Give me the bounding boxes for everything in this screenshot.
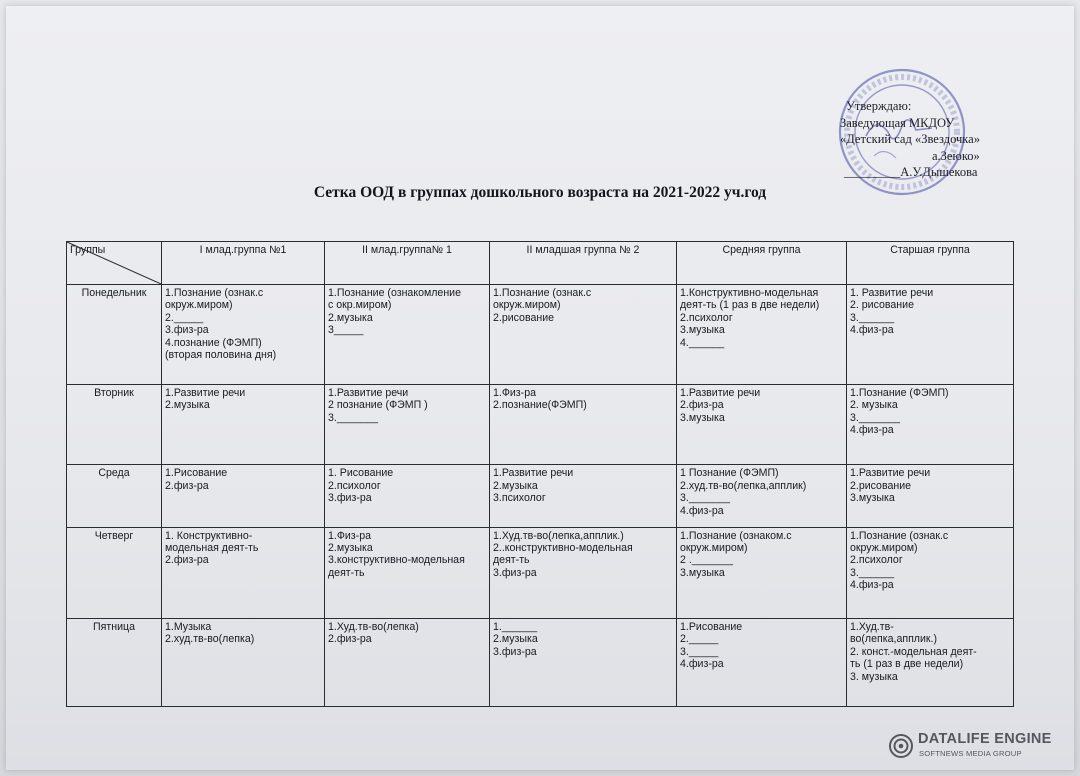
activity-line: 1.Познание (ознак.с xyxy=(165,286,264,299)
activity-line: 3._______ xyxy=(328,411,379,424)
watermark-subtitle: SOFTNEWS MEDIA GROUP xyxy=(919,749,1022,758)
approval-signature-line: _________А.У.Дышекова xyxy=(844,165,978,179)
activity-line: 2 познание (ФЭМП ) xyxy=(328,399,428,412)
activity-line: 3.музыка xyxy=(680,566,725,579)
activity-line: 3.физ-ра xyxy=(165,324,209,337)
activity-line: 2.рисование xyxy=(850,479,912,492)
day-label: Понедельник xyxy=(67,284,162,384)
group-header-5: Старшая группа xyxy=(847,242,1014,285)
approval-line-3: «Детский сад «Звездочка» xyxy=(840,132,980,146)
approval-block xyxy=(840,98,1030,181)
schedule-cell xyxy=(847,527,1014,618)
corner-cell xyxy=(67,242,162,285)
datalife-logo-icon xyxy=(888,733,914,759)
schedule-cell xyxy=(677,284,847,384)
activity-line: 1.Конструктивно-модельная xyxy=(680,286,819,299)
activity-line: 2.худ.тв-во(лепка,апплик) xyxy=(680,479,807,492)
activity-line: 1.Худ.тв- xyxy=(850,620,894,633)
table-header-row xyxy=(67,242,1014,285)
activity-line: 1.Развитие речи xyxy=(680,386,761,399)
activity-line: 2.музыка xyxy=(493,479,538,492)
approval-line-4: а.Зеюко» xyxy=(932,148,980,163)
activity-line: 2. конст.-модельная деят- xyxy=(850,645,977,658)
day-label: Пятница xyxy=(67,618,162,706)
activity-line: 4.физ-ра xyxy=(680,658,724,671)
schedule-cell xyxy=(325,284,490,384)
activity-line: 2.психолог xyxy=(680,311,733,324)
activity-line: 2.музыка xyxy=(165,399,210,412)
activity-line: 3._______ xyxy=(680,492,731,505)
schedule-cell xyxy=(162,465,325,527)
activity-line: 1.Музыка xyxy=(165,620,212,633)
activity-line: ть (1 раз в две недели) xyxy=(850,658,964,671)
day-label: Вторник xyxy=(67,384,162,465)
activity-line: 4.физ-ра xyxy=(850,579,894,592)
activity-line: 4.физ-ра xyxy=(850,424,894,437)
activity-line: 1.Развитие речи xyxy=(850,467,931,480)
activity-line: 3._____ xyxy=(680,645,719,658)
schedule-cell xyxy=(490,384,677,465)
activity-line: 3.конструктивно-модельная xyxy=(328,554,465,567)
activity-line: 2.музыка xyxy=(328,311,373,324)
activity-line: 1.Рисование xyxy=(680,620,743,633)
activity-line: 2.физ-ра xyxy=(680,399,724,412)
schedule-cell xyxy=(325,465,490,527)
activity-line: 2.психолог xyxy=(850,554,903,567)
activity-line: 3.______ xyxy=(850,566,895,579)
activity-line: 1.______ xyxy=(493,620,538,633)
group-header-1: I млад.группа №1 xyxy=(162,242,325,285)
schedule-cell xyxy=(677,465,847,527)
table-row xyxy=(67,465,1014,527)
schedule-cell xyxy=(490,527,677,618)
activity-line: 1.Развитие речи xyxy=(328,386,409,399)
activity-line: 3.физ-ра xyxy=(493,566,537,579)
activity-line: 2.физ-ра xyxy=(165,479,209,492)
activity-line: 1 Познание (ФЭМП) xyxy=(680,467,779,480)
table-row xyxy=(67,284,1014,384)
activity-line: 1.Худ.тв-во(лепка) xyxy=(328,620,419,633)
activity-line: 2.рисование xyxy=(493,311,555,324)
activity-line: 2.психолог xyxy=(328,479,381,492)
activity-line: 1. Рисование xyxy=(328,467,394,480)
activity-line: 3.физ-ра xyxy=(493,645,537,658)
activity-line: 1.Познание (ознак.с xyxy=(850,529,949,542)
day-label: Среда xyxy=(67,465,162,527)
activity-line: 1.Развитие речи xyxy=(165,386,246,399)
schedule-cell xyxy=(677,527,847,618)
corner-label: Группы xyxy=(70,244,106,256)
activity-line: с окр.миром) xyxy=(328,299,392,312)
group-header-3: II младшая группа № 2 xyxy=(490,242,677,285)
activity-line: 3.физ-ра xyxy=(328,492,372,505)
schedule-table xyxy=(66,241,1014,707)
activity-line: 2.музыка xyxy=(493,633,538,646)
schedule-cell xyxy=(325,384,490,465)
activity-line: 2._____ xyxy=(165,311,204,324)
activity-line: 3.музыка xyxy=(680,324,725,337)
activity-line: деят-ть xyxy=(328,566,365,579)
schedule-cell xyxy=(325,527,490,618)
activity-line: 1.Познание (ознак.с xyxy=(493,286,592,299)
schedule-cell xyxy=(325,618,490,706)
activity-line: 1.Физ-ра xyxy=(493,386,536,399)
page-title: Сетка ООД в группах дошкольного возраста на 2021-2022 уч.год xyxy=(313,184,767,201)
activity-line: 3.психолог xyxy=(493,492,546,505)
activity-line: 3.музыка xyxy=(850,492,895,505)
activity-line: (вторая половина дня) xyxy=(165,348,277,361)
activity-line: 1.Развитие речи xyxy=(493,467,574,480)
activity-line: 3.______ xyxy=(850,311,895,324)
activity-line: 1.Познание (ознакомление xyxy=(328,286,461,299)
diagonal-divider xyxy=(67,242,161,284)
schedule-cell xyxy=(162,284,325,384)
activity-line: 2..конструктивно-модельная xyxy=(493,542,633,555)
activity-line: 2. рисование xyxy=(850,299,914,312)
activity-line: 1.Рисование xyxy=(165,467,228,480)
schedule-cell xyxy=(847,384,1014,465)
activity-line: 1. Конструктивно- xyxy=(165,529,253,542)
activity-line: 2.физ-ра xyxy=(328,633,372,646)
schedule-cell xyxy=(677,384,847,465)
table-row xyxy=(67,384,1014,465)
schedule-cell xyxy=(847,284,1014,384)
activity-line: деят-ть xyxy=(493,554,530,567)
activity-line: 4.физ-ра xyxy=(680,504,724,517)
schedule-cell xyxy=(490,465,677,527)
schedule-cell xyxy=(490,284,677,384)
approval-line-2: Заведующая МКДОУ xyxy=(840,115,955,130)
schedule-cell xyxy=(847,618,1014,706)
activity-line: 4.______ xyxy=(680,336,725,349)
activity-line: 4.познание (ФЭМП) xyxy=(165,336,262,349)
activity-line: 2.физ-ра xyxy=(165,554,209,567)
activity-line: окруж.миром) xyxy=(850,542,918,555)
activity-line: 1.Познание (ознаком.с xyxy=(680,529,792,542)
watermark xyxy=(888,729,1058,769)
activity-line: 4.физ-ра xyxy=(850,324,894,337)
table-row xyxy=(67,527,1014,618)
activity-line: 2 ._______ xyxy=(680,554,734,567)
schedule-cell xyxy=(162,618,325,706)
day-label: Четверг xyxy=(67,527,162,618)
activity-line: 3._______ xyxy=(850,411,901,424)
watermark-name: DATALIFE ENGINE xyxy=(918,731,1052,747)
approval-line-1: Утверждаю: xyxy=(846,99,912,113)
table-row xyxy=(67,618,1014,706)
activity-line: 1.Физ-ра xyxy=(328,529,371,542)
activity-line: 2.познание(ФЭМП) xyxy=(493,399,587,412)
activity-line: модельная деят-ть xyxy=(165,542,259,555)
activity-line: деят-ть (1 раз в две недели) xyxy=(680,299,820,312)
activity-line: 2. музыка xyxy=(850,399,898,412)
activity-line: 2.худ.тв-во(лепка) xyxy=(165,633,255,646)
group-header-4: Средняя группа xyxy=(677,242,847,285)
schedule-cell xyxy=(677,618,847,706)
schedule-cell xyxy=(847,465,1014,527)
activity-line: 3_____ xyxy=(328,324,364,337)
activity-line: во(лепка,апплик.) xyxy=(850,633,938,646)
schedule-cell xyxy=(162,384,325,465)
activity-line: окруж.миром) xyxy=(680,542,748,555)
activity-line: 1.Худ.тв-во(лепка,апплик.) xyxy=(493,529,624,542)
group-header-2: II млад.группа№ 1 xyxy=(325,242,490,285)
activity-line: 3.музыка xyxy=(680,411,725,424)
schedule-cell xyxy=(490,618,677,706)
activity-line: 1.Познание (ФЭМП) xyxy=(850,386,949,399)
activity-line: окруж.миром) xyxy=(493,299,561,312)
activity-line: 2.музыка xyxy=(328,542,373,555)
activity-line: окруж.миром) xyxy=(165,299,233,312)
activity-line: 3. музыка xyxy=(850,670,898,683)
activity-line: 1. Развитие речи xyxy=(850,286,934,299)
activity-line: 2._____ xyxy=(680,633,719,646)
schedule-cell xyxy=(162,527,325,618)
